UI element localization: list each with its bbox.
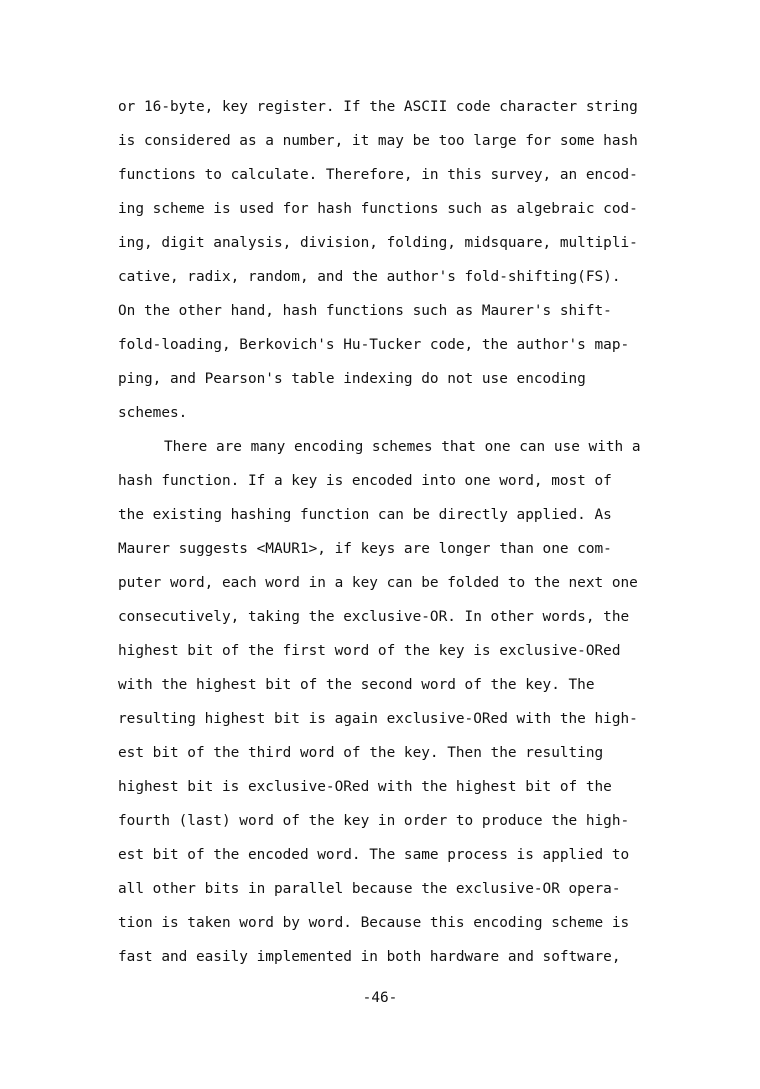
paragraph-2-line-7: highest bit of the first word of the key is exclusive-ORed [118,643,621,659]
paragraph-1-line-9: ping, and Pearson's table indexing do not use encoding [118,371,586,387]
paragraph-2-line-6: consecutively, taking the exclusive-OR. In other words, the [118,609,630,625]
paragraph-2-line-9: resulting highest bit is again exclusive-ORed with the high- [118,711,638,727]
paragraph-2-line-8: with the highest bit of the second word of the key. The [118,677,595,693]
paragraph-2-line-10: est bit of the third word of the key. Then the resulting [118,745,604,761]
paragraph-1-line-4: ing scheme is used for hash functions such as algebraic cod- [118,201,638,217]
paragraph-1-line-10: schemes. [118,405,188,421]
paragraph-2-line-14: all other bits in parallel because the exclusive-OR opera- [118,881,621,897]
paragraph-2-line-1: There are many encoding schemes that one can use with a [164,439,641,455]
paragraph-1-line-5: ing, digit analysis, division, folding, midsquare, multipli- [118,235,638,251]
paragraph-2-line-4: Maurer suggests <MAUR1>, if keys are longer than one com- [118,541,612,557]
paragraph-2-line-2: hash function. If a key is encoded into one word, most of [118,473,612,489]
paragraph-2-line-15: tion is taken word by word. Because this encoding scheme is [118,915,630,931]
paragraph-1-line-6: cative, radix, random, and the author's fold-shifting(FS). [118,269,621,285]
paragraph-2-line-11: highest bit is exclusive-ORed with the highest bit of the [118,779,612,795]
paragraph-2-line-3: the existing hashing function can be directly applied. As [118,507,612,523]
page-number: -46- [362,990,398,1006]
paragraph-2-line-13: est bit of the encoded word. The same process is applied to [118,847,630,863]
paragraph-1-line-7: On the other hand, hash functions such as Maurer's shift- [118,303,612,319]
paragraph-1-line-3: functions to calculate. Therefore, in this survey, an encod- [118,167,638,183]
paragraph-1-line-8: fold-loading, Berkovich's Hu-Tucker code, the author's map- [118,337,630,353]
paragraph-1-line-1: or 16-byte, key register. If the ASCII code character string [118,99,638,115]
paragraph-2-line-16: fast and easily implemented in both hardware and software, [118,949,621,965]
paragraph-1-line-2: is considered as a number, it may be too large for some hash [118,133,638,149]
paragraph-2-line-5: puter word, each word in a key can be folded to the next one [118,575,638,591]
paragraph-2-line-12: fourth (last) word of the key in order to produce the high- [118,813,630,829]
